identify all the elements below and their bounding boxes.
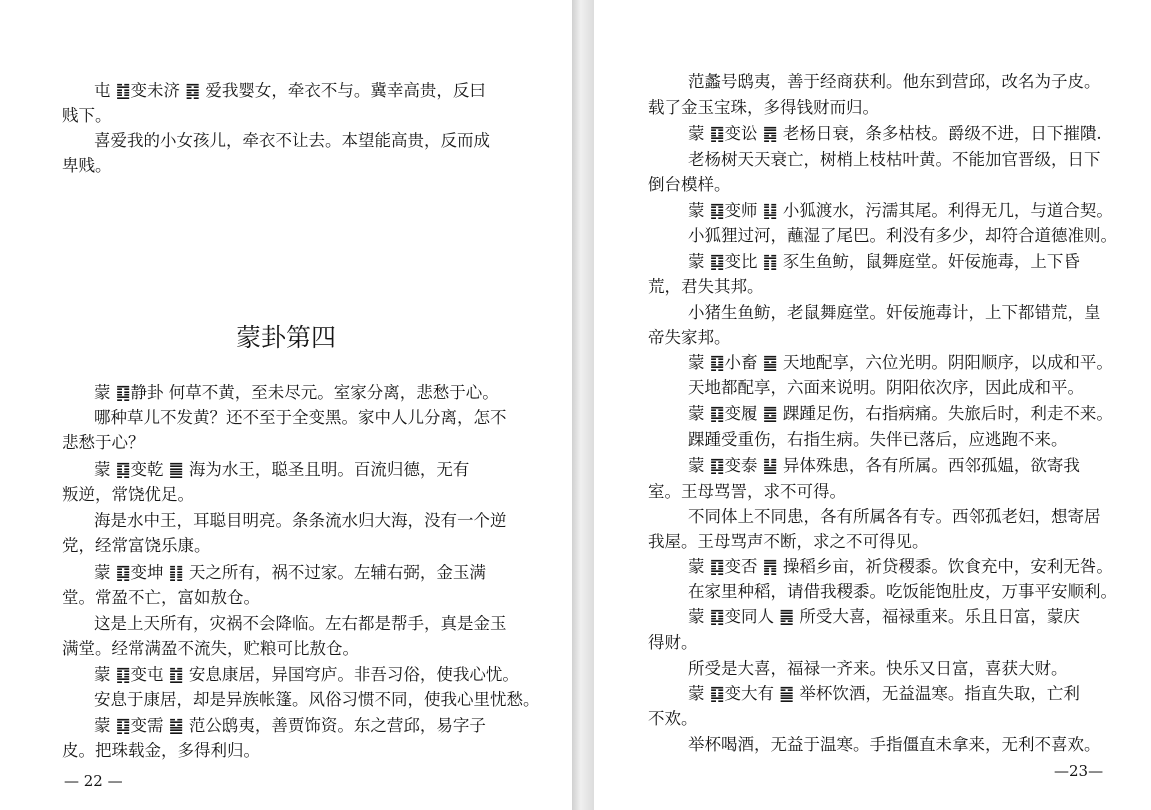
text-line: 天地都配享，六面来说明。阴阳依次序，因此成和平。	[688, 378, 1084, 397]
text-line: 帝失家邦。	[648, 328, 731, 347]
text-line: 蒙 ䷃静卦 何草不黄，至未尽元。室家分离，悲愁于心。	[94, 383, 499, 402]
text-line: 载了金玉宝珠，多得钱财而归。	[648, 98, 879, 117]
text-line: 蒙 ䷃变乾 ䷀ 海为水王，聪圣且明。百流归德，无有	[94, 460, 470, 479]
text-line: 蒙 ䷃变否 ䷋ 操稻乡亩，祈贷稷黍。饮食充中，安利无咎。	[688, 557, 1113, 576]
left-page	[0, 0, 572, 810]
text-line: 蒙 ䷃变坤 ䷁ 天之所有，祸不过家。左辅右弼，金玉满	[94, 563, 486, 582]
text-line: 蒙 ䷃小畜 ䷈ 天地配享，六位光明。阴阳顺序，以成和平。	[688, 353, 1113, 372]
text-line: 所受是大喜，福禄一齐来。快乐又日富，喜获大财。	[688, 659, 1068, 678]
text-line: 举杯喝酒，无益于温寒。手指僵直未拿来，无利不喜欢。	[688, 735, 1101, 754]
page-number: —23—	[1054, 762, 1104, 780]
text-line: 小猪生鱼鲂，老鼠舞庭堂。奸佞施毒计，上下都错荒，皇	[688, 303, 1101, 322]
text-line: 在家里种稻，请借我稷黍。吃饭能饱肚皮，万事平安顺利。	[688, 582, 1117, 601]
text-line: 蒙 ䷃变比 ䷇ 豕生鱼鲂，鼠舞庭堂。奸佞施毒，上下昏	[688, 252, 1080, 271]
text-line: 叛逆，常饶优足。	[62, 485, 194, 504]
text-line: 贱下。	[62, 106, 112, 125]
text-line: 海是水中王，耳聪目明亮。条条流水归大海，没有一个逆	[94, 511, 507, 530]
text-line: 屯 ䷂变未济 ䷿ 爱我婴女，牵衣不与。冀幸高贵，反曰	[94, 81, 486, 100]
text-line: 蒙 ䷃变泰 ䷊ 异体殊患，各有所属。西邻孤媪，欲寄我	[688, 456, 1080, 475]
text-line: 蒙 ䷃变需 ䷄ 范公鸱夷，善贾饰资。东之营邱，易字子	[94, 716, 486, 735]
chapter-title: 蒙卦第四	[235, 323, 336, 352]
text-line: 蒙 ䷃变大有 ䷍ 举杯饮酒，无益温寒。指直失取，亡利	[688, 684, 1080, 703]
book-gutter	[572, 0, 594, 810]
text-line: 蒙 ䷃变师 ䷆ 小狐渡水，污濡其尾。利得无几，与道合契。	[688, 201, 1113, 220]
text-line: 荒，君失其邦。	[648, 277, 764, 296]
text-line: 我屋。王母骂声不断，求之不可得见。	[648, 532, 929, 551]
text-line: 不同体上不同患，各有所属各有专。西邻孤老妇，想寄居	[688, 507, 1101, 526]
text-line: 小狐狸过河，蘸湿了尾巴。利没有多少，却符合道德准则。	[688, 226, 1117, 245]
text-line: 蒙 ䷃变讼 ䷅ 老杨日衰，条多枯枝。爵级不进，日下摧隤.	[688, 124, 1102, 143]
text-line: 这是上天所有，灾祸不会降临。左右都是帮手，真是金玉	[94, 614, 507, 633]
text-line: 倒台模样。	[648, 175, 731, 194]
text-line: 卑贱。	[62, 156, 112, 175]
text-line: 悲愁于心？	[62, 433, 145, 452]
text-line: 党，经常富饶乐康。	[62, 536, 211, 555]
text-line: 满堂。经常满盈不流失，贮粮可比敖仓。	[62, 639, 359, 658]
text-line: 室。王母骂詈，求不可得。	[648, 482, 846, 501]
text-line: 得财。	[648, 633, 698, 652]
text-line: 蒙 ䷃变履 ䷉ 踝踵足伤，右指病痛。失旅后时，利走不来。	[688, 404, 1113, 423]
text-line: 安息于康居，却是异族帐篷。风俗习惯不同，使我心里忧愁。	[94, 690, 540, 709]
text-line: 蒙 ䷃变屯 ䷂ 安息康居，异国穹庐。非吾习俗，使我心忧。	[94, 665, 519, 684]
text-line: 皮。把珠载金，多得利归。	[62, 741, 260, 760]
text-line: 蒙 ䷃变同人 ䷌ 所受大喜，福禄重来。乐且日富，蒙庆	[688, 607, 1080, 626]
text-line: 老杨树天天衰亡，树梢上枝枯叶黄。不能加官晋级，日下	[688, 150, 1101, 169]
text-line: 哪种草儿不发黄？还不至于全变黑。家中人儿分离，怎不	[94, 408, 507, 427]
text-line: 踝踵受重伤，右指生病。失伴已落后，应逃跑不来。	[688, 430, 1068, 449]
text-line: 范蠡号鸱夷，善于经商获利。他东到营邱，改名为子皮。	[688, 72, 1101, 91]
text-line: 喜爱我的小女孩儿，牵衣不让去。本望能高贵，反而成	[94, 131, 490, 150]
text-line: 堂。常盈不亡，富如敖仓。	[62, 588, 260, 607]
right-page	[594, 0, 1151, 810]
page-number: — 22 —	[64, 772, 123, 790]
text-line: 不欢。	[648, 709, 698, 728]
